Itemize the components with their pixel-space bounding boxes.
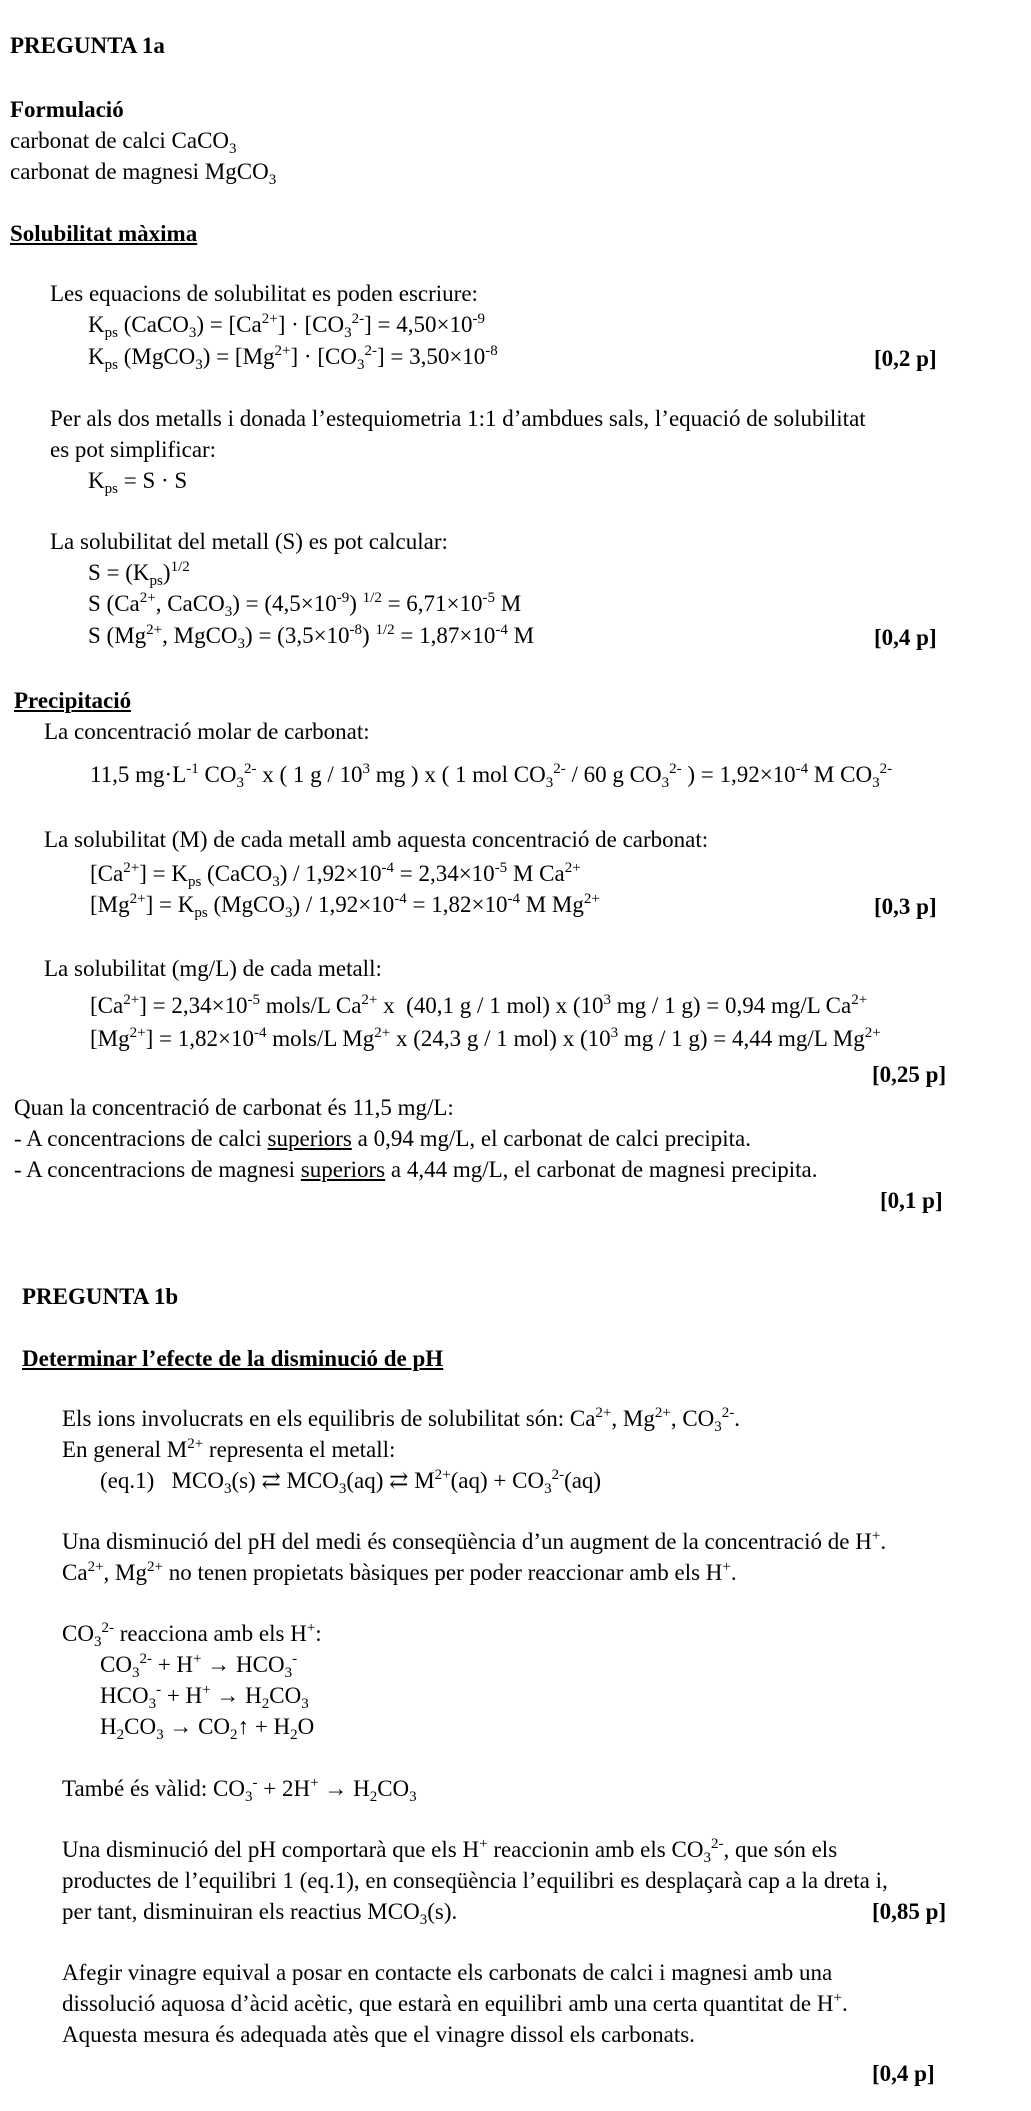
solubilitat-title: Solubilitat màxima (10, 221, 198, 246)
conclusion-calci: - A concentracions de calci superiors a 0,94 mg/L, el carbonat de calci precipita. (14, 1126, 751, 1151)
reaction-3: $H_2CO_3$ → $CO_2↑ + H_2O$ (100, 1714, 315, 1743)
eq-ca-mgl: $[Ca^{2+}] = 2,34\times 10^{-5}$ mols/L $Ca^{2+}$ x (40,1 g / 1 mol) x ($10^3$ mg / 1 g) = 0,94 mg/L $Ca^{2+}$ (90, 992, 868, 1018)
formulacio-title: Formulació (10, 97, 124, 122)
general-metal: En general $M^{2+}$ representa el metall: (62, 1436, 396, 1462)
no-basic-props: $Ca^{2+}$, $Mg^{2+}$ no tenen propietats bàsiques per poder reaccionar amb els H+. (62, 1559, 737, 1585)
also-valid: També és vàlid: $CO_3^- + 2H^+ \to H_2CO_3$ (62, 1775, 417, 1805)
eq-mg-molar: $[Mg^{2+}] = K_{ps}$ (MgCO$_3$) / $1,92\times 10^{-4} = 1,82\times 10^{-4}$ M $Mg^{2+}$ (90, 891, 600, 921)
formula-mgco3: carbonat de magnesi MgCO$_3$ (10, 159, 277, 188)
displacement-line2: productes de l’equilibri 1 (eq.1), en conseqüència l’equilibri es desplaçarà cap a la dreta i, (62, 1868, 888, 1893)
precipitacio-title: Precipitació (14, 688, 132, 713)
eq1-equilibrium: (eq.1) $MCO_3(s)$ ⇄ $MCO_3(aq)$ ⇄ $M^{2+}(aq) + CO_3^{2-}(aq)$ (100, 1467, 602, 1497)
conclusion-magnesi: - A concentracions de magnesi superiors a 4,44 mg/L, el carbonat de magnesi precipita. (14, 1157, 818, 1182)
ph-effect-title: Determinar l’efecte de la disminució de pH (22, 1346, 444, 1371)
score-0-85: [0,85 p] (872, 1899, 947, 1924)
displacement-line1: Una disminució del pH comportarà que els H+ reaccionin amb els $CO_3^{2-}$, que són els (62, 1836, 838, 1866)
ph-decrease-para: Una disminució del pH del medi és conseqüència d’un augment de la concentració de H+. (62, 1528, 887, 1554)
eq-kps-s-s: $K_{ps} = S \cdot S$ (88, 468, 188, 497)
score-0-4: [0,4 p] (874, 625, 937, 650)
eq-s-mg: S ($Mg^{2+}$, MgCO$_3$) = $(3,5\times 10^{-8}) ^{1/2} = 1,87\times 10^{-4}$ M (88, 622, 535, 652)
eq-s-sqrt-kps: $S = (K_{ps})^{1/2}$ (88, 559, 190, 589)
eq-kps-mgco3: $K_{ps}$ (MgCO$_3$) = $[Mg^{2+}] \cdot [CO_3^{2-}] = 3,50\times 10^{-8}$ (88, 343, 498, 373)
carbonate-reacts: $CO_3^{2-}$ reacciona amb els H+: (62, 1620, 322, 1650)
heading-pregunta-1a: PREGUNTA 1a (10, 33, 165, 58)
conclusion-intro: Quan la concentració de carbonat és 11,5 mg/L: (14, 1095, 454, 1120)
vinegar-line2: dissolució aquosa d’àcid acètic, que estarà en equilibri amb una certa quantitat de H+. (62, 1990, 848, 2016)
displacement-line3: per tant, disminuiran els reactius $MCO_3(s)$. (62, 1899, 458, 1928)
vinegar-line3: Aquesta mesura és adequada atès que el vinagre dissol els carbonats. (62, 2022, 695, 2047)
score-0-25: [0,25 p] (872, 1062, 947, 1087)
stoichiometry-para-line1: Per als dos metalls i donada l’estequiometria 1:1 d’ambdues sals, l’equació de solubilitat (50, 406, 866, 431)
ions-involved: Els ions involucrats en els equilibris de solubilitat són: $Ca^{2+}$, $Mg^{2+}$, $CO_3^{2-}$. (62, 1405, 741, 1435)
reaction-2: $HCO_3^- + H^+ \to H_2CO_3$ (100, 1682, 309, 1712)
stoichiometry-para-line2: es pot simplificar: (50, 437, 217, 462)
score-0-1: [0,1 p] (880, 1188, 943, 1213)
eq-kps-caco3: $K_{ps}$ (CaCO$_3$) = $[Ca^{2+}] \cdot [CO_3^{2-}] = 4,50\times 10^{-9}$ (88, 311, 485, 341)
score-0-2: [0,2 p] (874, 346, 937, 371)
score-0-3: [0,3 p] (874, 894, 937, 919)
score-0-4b: [0,4 p] (872, 2061, 935, 2086)
calc-intro: La solubilitat del metall (S) es pot calcular: (50, 529, 448, 554)
eq-ca-molar: $[Ca^{2+}] = K_{ps}$ (CaCO$_3$) / $1,92\times 10^{-4} = 2,34\times 10^{-5}$ M $Ca^{2+}$ (90, 860, 581, 890)
eq-s-ca: S ($Ca^{2+}$, CaCO$_3$) = $(4,5\times 10^{-9}) ^{1/2} = 6,71\times 10^{-5}$ M (88, 590, 522, 620)
eq-mg-mgl: $[Mg^{2+}] = 1,82\times 10^{-4}$ mols/L $Mg^{2+}$ x (24,3 g / 1 mol) x ($10^3$ mg / 1 g) = 4,44 mg/L $Mg^{2+}$ (90, 1025, 881, 1051)
solubility-intro: Les equacions de solubilitat es poden escriure: (50, 281, 478, 306)
eq-conc-carbonat: 11,5 $mg\cdot L^{-1}$ $CO_3^{2-}$ x ( 1 g / $10^3$ mg ) x ( 1 mol $CO_3^{2-} / 60$ g $CO_3^{2-}$ ) = $1,92\times 10^{-4}$ M $CO_3^{2-}$ (90, 761, 893, 791)
vinegar-line1: Afegir vinagre equival a posar en contacte els carbonats de calci i magnesi amb una (62, 1960, 833, 1985)
heading-pregunta-1b: PREGUNTA 1b (22, 1284, 179, 1309)
reaction-1: $CO_3^{2-} + H^+ \to HCO_3^-$ (100, 1651, 298, 1681)
formula-caco3: carbonat de calci CaCO$_3$ (10, 128, 237, 157)
sol-mgl-intro: La solubilitat (mg/L) de cada metall: (44, 956, 382, 981)
conc-intro: La concentració molar de carbonat: (44, 719, 370, 744)
sol-m-intro: La solubilitat (M) de cada metall amb aquesta concentració de carbonat: (44, 827, 709, 852)
